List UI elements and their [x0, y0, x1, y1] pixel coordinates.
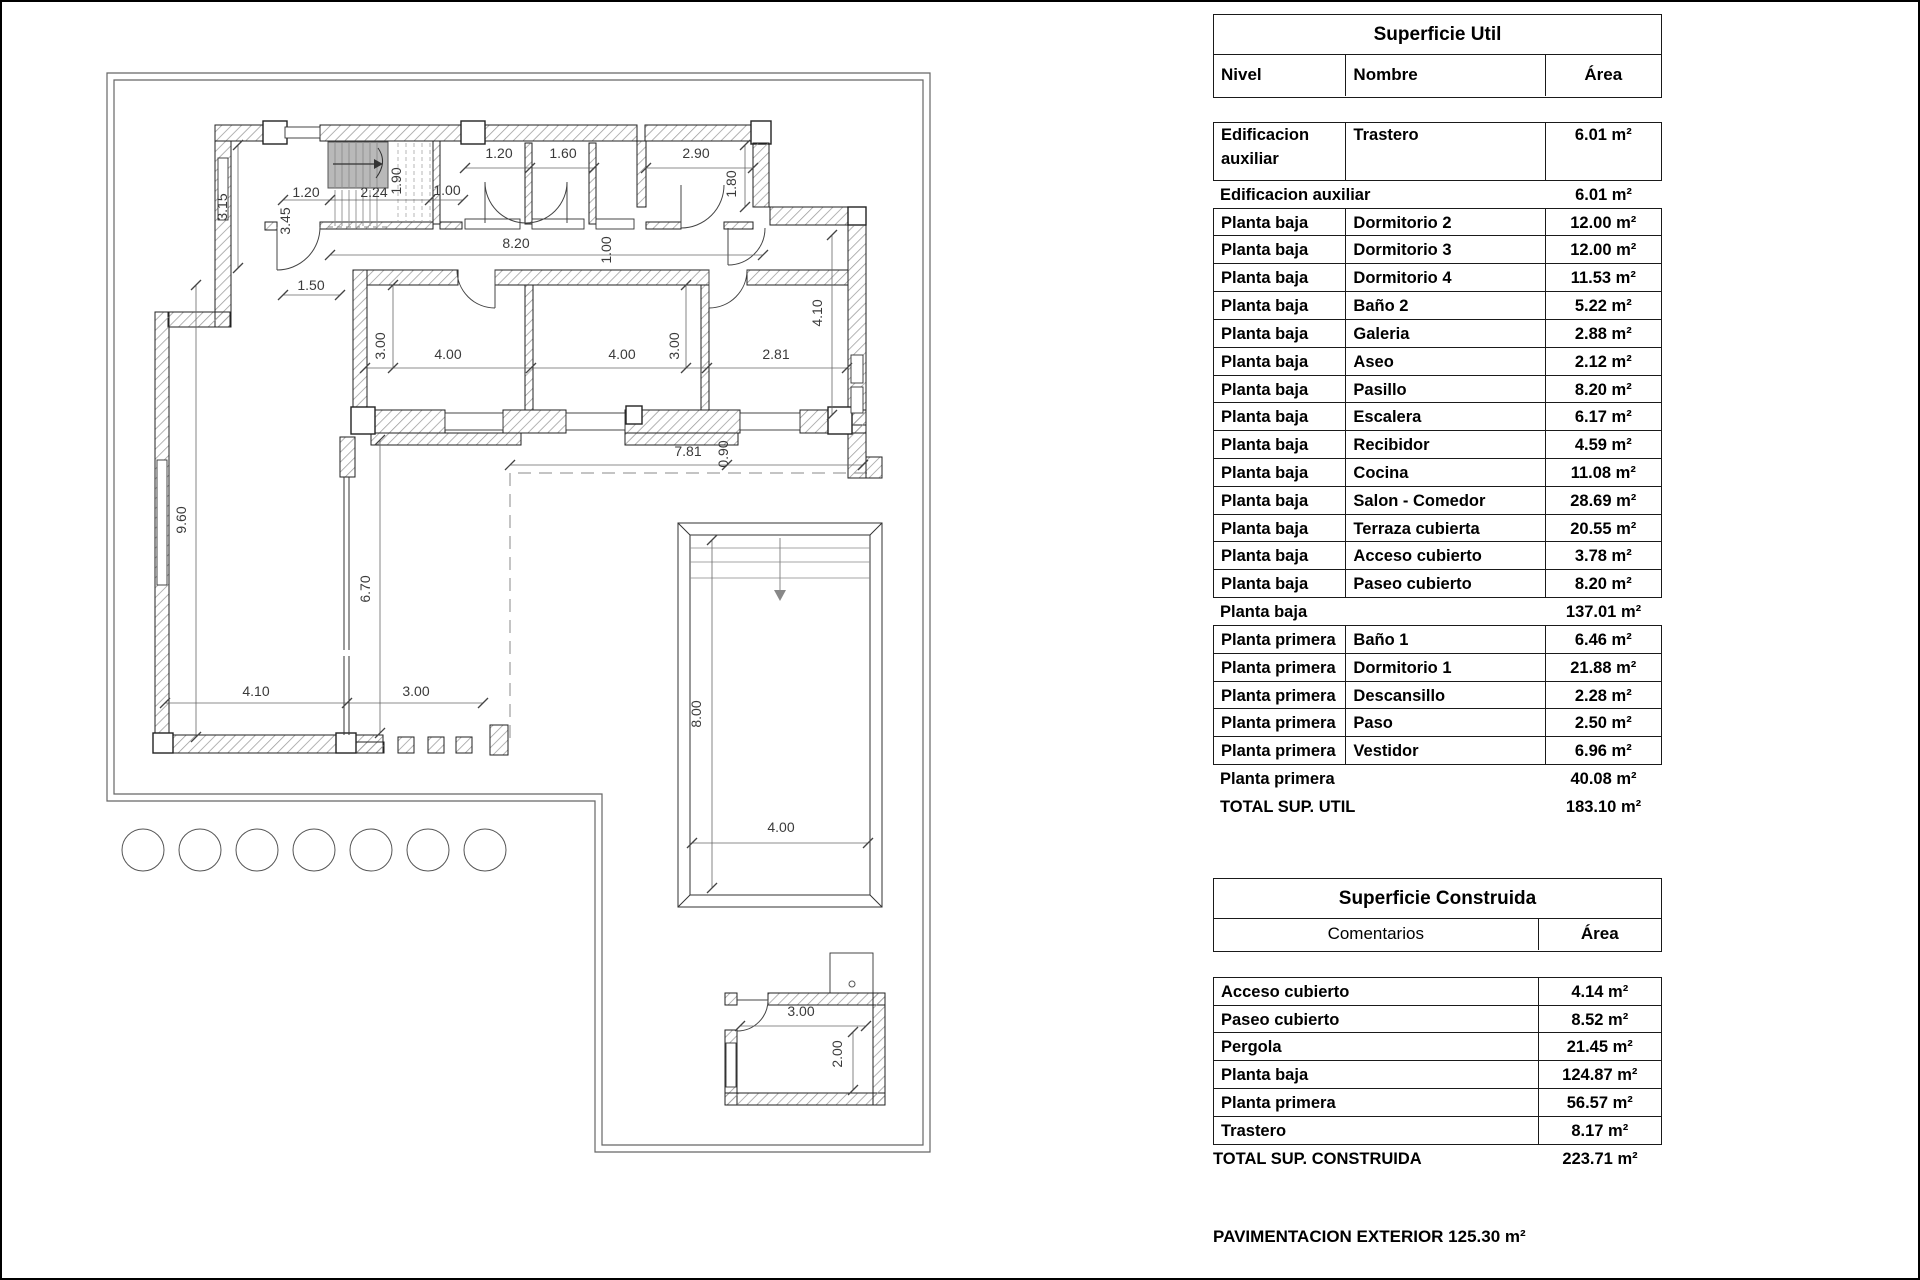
cell-nivel: Planta primera [1221, 631, 1336, 649]
cell-comentario: Trastero [1221, 1121, 1287, 1140]
cell-area: 6.17 m² [1545, 403, 1661, 430]
table-total-row [1213, 1145, 1662, 1173]
cell-nivel: Planta baja [1221, 491, 1309, 510]
tree-row [122, 829, 506, 871]
cell-area: 12.00 m² [1545, 236, 1661, 263]
col-header-area: Área [1538, 919, 1661, 950]
superficie-construida-body [1213, 978, 1662, 1173]
cell-nivel: Planta baja [1221, 519, 1309, 538]
subtotal-label: Edificacion auxiliar [1220, 185, 1371, 204]
dimension-label: 4.00 [608, 346, 636, 362]
cell-area: 4.59 m² [1545, 431, 1661, 458]
col-header-area: Área [1545, 55, 1661, 96]
cell-nombre: Trastero [1345, 123, 1544, 180]
superficie-util-title: Superficie Util [1214, 15, 1661, 55]
table-row [1213, 235, 1662, 264]
subtotal-label: Planta baja [1220, 603, 1308, 622]
cell-area: 124.87 m² [1538, 1061, 1661, 1088]
cell-area: 21.45 m² [1538, 1033, 1661, 1060]
total-area: 223.71 m² [1562, 1149, 1638, 1168]
cell-area: 11.08 m² [1545, 459, 1661, 486]
cell-nombre: Dormitorio 3 [1345, 236, 1544, 263]
dimension-label: 3.00 [666, 332, 682, 360]
subtotal-area: 40.08 m² [1570, 770, 1637, 789]
cell-nivel: Planta primera [1221, 742, 1336, 761]
dimension-label: 4.00 [767, 819, 795, 835]
cell-nivel: Planta baja [1221, 436, 1309, 455]
dimension-label: 2.24 [360, 184, 388, 200]
dimension-label: 3.00 [402, 683, 430, 699]
cell-area: 8.52 m² [1538, 1006, 1661, 1033]
cell-area: 3.78 m² [1545, 542, 1661, 569]
tree-circle [464, 829, 506, 871]
table-row [1213, 375, 1662, 404]
cell-area: 12.00 m² [1545, 209, 1661, 236]
table-row [1213, 681, 1662, 710]
cell-comentario: Planta primera [1221, 1094, 1336, 1113]
col-header-nombre: Nombre [1345, 55, 1544, 96]
cell-nivel: Planta baja [1221, 297, 1309, 316]
cell-nivel: Planta baja [1221, 324, 1309, 343]
cell-nombre: Paso [1345, 709, 1544, 736]
dimension-label: 1.50 [297, 277, 325, 293]
cell-comentario: Pergola [1221, 1038, 1282, 1057]
cell-area: 11.53 m² [1545, 264, 1661, 291]
cell-nivel: Planta baja [1221, 575, 1309, 594]
cell-nombre: Descansillo [1345, 682, 1544, 709]
cell-nombre: Acceso cubierto [1345, 542, 1544, 569]
cell-area: 4.14 m² [1538, 978, 1661, 1005]
table-row [1213, 1005, 1662, 1034]
cell-area: 2.28 m² [1545, 682, 1661, 709]
tree-circle [122, 829, 164, 871]
cell-nombre: Paseo cubierto [1345, 570, 1544, 597]
cell-nivel: Planta primera [1221, 658, 1336, 677]
cell-area: 2.88 m² [1545, 320, 1661, 347]
table-row [1213, 122, 1662, 181]
cell-area: 8.17 m² [1538, 1117, 1661, 1144]
subtotal-area: 6.01 m² [1575, 185, 1632, 204]
table-row [1213, 181, 1662, 209]
cell-nombre: Terraza cubierta [1345, 515, 1544, 542]
cell-nombre: Dormitorio 2 [1345, 209, 1544, 236]
dimension-label: 1.00 [598, 236, 614, 264]
cell-area: 6.46 m² [1545, 626, 1661, 653]
dimension-label: 3.00 [372, 332, 388, 360]
table-row [1213, 1060, 1662, 1089]
dimension-label: 2.81 [762, 346, 790, 362]
dimension-label: 4.00 [434, 346, 462, 362]
cell-nivel: Planta primera [1221, 714, 1336, 733]
cell-nombre: Galeria [1345, 320, 1544, 347]
table-row [1213, 1088, 1662, 1117]
dimension-label: 6.70 [357, 575, 373, 603]
table-row [1213, 291, 1662, 320]
cell-area: 20.55 m² [1545, 515, 1661, 542]
cell-nivel: Planta primera [1221, 686, 1336, 705]
dimension-label: 0.90 [715, 440, 731, 468]
dimension-label: 1.00 [433, 182, 461, 198]
cell-nombre: Dormitorio 4 [1345, 264, 1544, 291]
subtotal-label: Planta primera [1220, 770, 1335, 789]
dimension-label: 1.20 [292, 184, 320, 200]
cell-area: 6.01 m² [1545, 123, 1661, 180]
subtotal-label: TOTAL SUP. UTIL [1220, 798, 1356, 817]
cell-nivel: Planta baja [1221, 408, 1309, 427]
tree-circle [407, 829, 449, 871]
dimension-label: 4.10 [242, 683, 270, 699]
table-row [1213, 347, 1662, 376]
dimension-label: 2.00 [829, 1040, 845, 1068]
table-row [1213, 541, 1662, 570]
table-row [1213, 625, 1662, 654]
cell-nivel: Planta baja [1221, 269, 1309, 288]
table-row [1213, 653, 1662, 682]
dimension-label: 7.81 [674, 443, 702, 459]
cell-comentario: Acceso cubierto [1221, 982, 1350, 1001]
dimension-label: 3.15 [214, 193, 230, 221]
cell-nombre: Aseo [1345, 348, 1544, 375]
dimension-label: 2.90 [682, 145, 710, 161]
table-row [1213, 486, 1662, 515]
table-row [1213, 402, 1662, 431]
table-row [1213, 765, 1662, 793]
table-row [1213, 793, 1662, 821]
table-row [1213, 514, 1662, 543]
subtotal-area: 183.10 m² [1565, 798, 1642, 817]
tree-circle [236, 829, 278, 871]
table-row [1213, 208, 1662, 237]
table-row [1213, 977, 1662, 1006]
cell-nivel: Planta baja [1221, 547, 1309, 566]
superficie-construida-title: Superficie Construida [1214, 879, 1661, 919]
table-row [1213, 736, 1662, 765]
cell-area: 28.69 m² [1545, 487, 1661, 514]
table-row [1213, 319, 1662, 348]
table-row [1213, 1116, 1662, 1145]
table-row [1213, 708, 1662, 737]
cell-area: 21.88 m² [1545, 654, 1661, 681]
cell-nombre: Recibidor [1345, 431, 1544, 458]
trastero-outbuilding [725, 953, 885, 1105]
table-row [1213, 263, 1662, 292]
superficie-util-header [1213, 14, 1662, 98]
cell-nivel: Planta baja [1221, 241, 1309, 260]
superficie-util-body [1213, 123, 1662, 821]
cell-area: 8.20 m² [1545, 570, 1661, 597]
total-label: TOTAL SUP. CONSTRUIDA [1213, 1149, 1422, 1168]
table-row [1213, 458, 1662, 487]
dimension-label: 1.60 [549, 145, 577, 161]
cell-nombre: Vestidor [1345, 737, 1544, 764]
cell-area: 2.50 m² [1545, 709, 1661, 736]
cell-nombre: Baño 2 [1345, 292, 1544, 319]
cell-nombre: Baño 1 [1345, 626, 1544, 653]
table-row [1213, 598, 1662, 626]
cell-comentario: Planta baja [1221, 1066, 1309, 1085]
cell-area: 8.20 m² [1545, 376, 1661, 403]
dimension-label: 1.20 [485, 145, 513, 161]
cell-nivel: Planta baja [1221, 463, 1309, 482]
cell-area: 6.96 m² [1545, 737, 1661, 764]
cell-nivel: Edificacion auxiliar [1221, 125, 1310, 168]
dimension-label: 4.10 [809, 299, 825, 327]
cell-nombre: Pasillo [1345, 376, 1544, 403]
cell-nombre: Salon - Comedor [1345, 487, 1544, 514]
cell-comentario: Paseo cubierto [1221, 1010, 1340, 1029]
table-row [1213, 569, 1662, 598]
cell-nombre: Cocina [1345, 459, 1544, 486]
subtotal-area: 137.01 m² [1565, 603, 1642, 622]
dimension-label: 8.20 [502, 235, 530, 251]
dimension-label: 3.00 [787, 1003, 815, 1019]
table-row [1213, 430, 1662, 459]
tree-circle [350, 829, 392, 871]
pavimentacion-note: PAVIMENTACION EXTERIOR 125.30 m² [1213, 1227, 1526, 1246]
cell-nivel: Planta baja [1221, 352, 1309, 371]
cell-nombre: Dormitorio 1 [1345, 654, 1544, 681]
cell-area: 56.57 m² [1538, 1089, 1661, 1116]
dimension-label: 1.80 [723, 170, 739, 198]
dimension-label: 8.00 [688, 700, 704, 728]
tree-circle [293, 829, 335, 871]
superficie-construida-header [1213, 878, 1662, 952]
dimension-label: 9.60 [173, 506, 189, 534]
tree-circle [179, 829, 221, 871]
cell-area: 2.12 m² [1545, 348, 1661, 375]
cell-nivel: Planta baja [1221, 213, 1309, 232]
col-header-nivel: Nivel [1221, 65, 1262, 84]
dimension-label: 3.45 [277, 207, 293, 235]
table-row [1213, 1032, 1662, 1061]
cell-nombre: Escalera [1345, 403, 1544, 430]
swimming-pool [678, 523, 882, 907]
cell-nivel: Planta baja [1221, 380, 1309, 399]
col-header-comentarios: Comentarios [1327, 924, 1424, 943]
dimension-label: 1.90 [388, 167, 404, 195]
cell-area: 5.22 m² [1545, 292, 1661, 319]
